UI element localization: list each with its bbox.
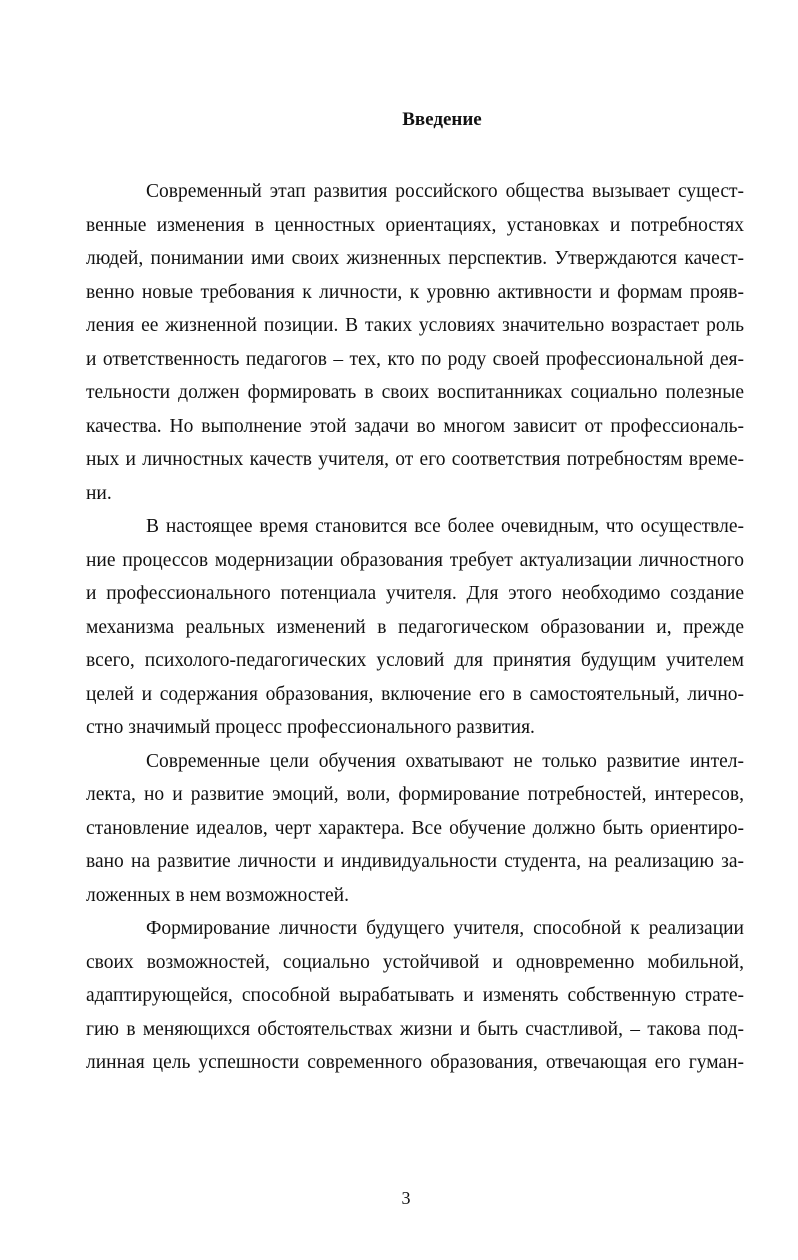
text-line: тельности должен формировать в своих воспитанниках социально полезные: [86, 382, 744, 403]
text-line: всего, психолого-педагогических условий для принятия будущим учителем: [86, 650, 744, 671]
text-line: Современный этап развития российского общества вызывает сущест-: [146, 181, 744, 202]
text-line: ние процессов модернизации образования требует актуализации личностного: [86, 549, 744, 571]
text-line: людей, понимании ими своих жизненных перспектив. Утверждаются качест-: [86, 248, 744, 269]
text-line: ных и личностных качеств учителя, от его соответствия потребностям време-: [86, 449, 744, 470]
text-line: и профессионального потенциала учителя. Для этого необходимо создание: [86, 583, 744, 604]
section-title: Введение: [402, 109, 482, 130]
paragraph: [86, 745, 744, 913]
text-line: становление идеалов, черт характера. Все обучение должно быть ориентиро-: [86, 817, 744, 839]
text-line: линная цель успешности современного образования, отвечающая его гуман-: [86, 1052, 744, 1073]
text-line: вано на развитие личности и индивидуальности студента, на реализацию за-: [86, 851, 744, 872]
text-line: механизма реальных изменений в педагогическом образовании и, прежде: [86, 616, 744, 638]
paragraph: [86, 912, 744, 1080]
text-line: адаптирующейся, способной вырабатывать и изменять собственную страте-: [86, 985, 744, 1006]
text-line: качества. Но выполнение этой задачи во многом зависит от профессиональ-: [86, 415, 744, 437]
text-line: гию в меняющихся обстоятельствах жизни и быть счастливой, – такова под-: [86, 1018, 744, 1040]
text-line: своих возможностей, социально устойчивой и одновременно мобильной,: [86, 951, 744, 973]
paragraph: [86, 510, 744, 745]
text-line: ложенных в нем возможностей.: [86, 884, 349, 906]
text-line: венные изменения в ценностных ориентациях, установках и потребностях: [86, 214, 744, 236]
page-number: 3: [401, 1188, 411, 1208]
text-line: целей и содержания образования, включение его в самостоятельный, лично-: [86, 683, 744, 705]
text-line: Современные цели обучения охватывают не только развитие интел-: [146, 750, 744, 772]
paragraph: [86, 175, 744, 510]
document-body: [86, 175, 744, 1080]
text-line: и ответственность педагогов – тех, кто по роду своей профессиональной дея-: [86, 348, 744, 370]
text-line: ни.: [86, 482, 112, 504]
text-line: лекта, но и развитие эмоций, воли, формирование потребностей, интересов,: [86, 784, 744, 805]
text-line: стно значимый процесс профессионального развития.: [86, 717, 535, 738]
text-line: Формирование личности будущего учителя, способной к реализации: [146, 918, 744, 939]
text-line: ления ее жизненной позиции. В таких условиях значительно возрастает роль: [86, 315, 744, 336]
text-line: В настоящее время становится все более очевидным, что осуществле-: [146, 516, 744, 537]
text-line: венно новые требования к личности, к уровню активности и формам прояв-: [86, 281, 744, 303]
